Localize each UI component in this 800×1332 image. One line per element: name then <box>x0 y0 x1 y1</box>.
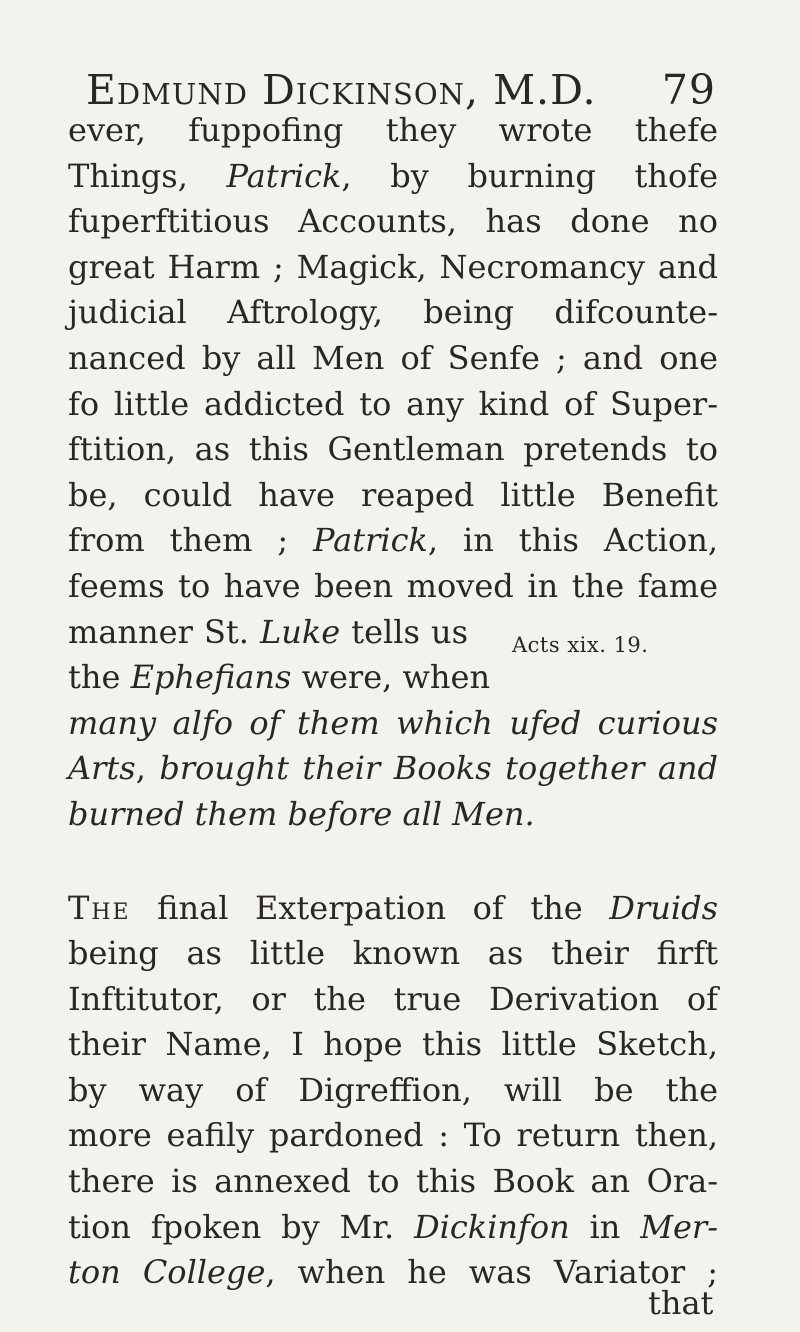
italic-name: Druids <box>609 888 718 927</box>
text-line: their Name, I hope this little Sketch, <box>68 1025 718 1064</box>
marginal-note: Acts xix. 19. <box>512 633 649 657</box>
running-title: Edmund Dickinson, M.D. <box>86 66 597 114</box>
text-line <box>68 1205 718 1251</box>
text-line: there is annexed to this Book an Ora- <box>68 1162 718 1201</box>
text-line: nanced by all Men of Senfe ; and one <box>68 338 718 377</box>
text-line <box>68 154 718 200</box>
running-header <box>86 66 716 114</box>
text-line <box>68 886 718 932</box>
page-number: 79 <box>661 66 716 114</box>
italic-name: Patrick <box>226 156 342 195</box>
text-run: , by burning thofe <box>341 156 719 195</box>
text-line: burned them before all Men. <box>68 794 535 833</box>
italic-text: brought their Books together and <box>159 749 719 788</box>
text-line: great Harm ; Magick, Necromancy and <box>68 247 718 286</box>
text-line: many alfo of them which ufed curious <box>68 703 718 742</box>
text-run: tells us <box>340 612 469 651</box>
text-line: ftition, as this Gentleman pretends to <box>68 430 718 469</box>
italic-name: Ephefians <box>130 658 292 697</box>
text-run: , when he was Variator ; <box>265 1253 718 1292</box>
italic-name: Mer- <box>640 1207 719 1246</box>
text-line <box>68 746 718 792</box>
italic-text: Arts <box>68 749 136 788</box>
small-caps-opening: The <box>68 888 131 927</box>
text-line: being as little known as their firft <box>68 934 718 973</box>
body-text <box>68 108 718 1296</box>
text-line: more eafily pardoned : To return then, <box>68 1116 718 1155</box>
text-run: manner St. <box>68 612 260 651</box>
text-line: fo little addicted to any kind of Super- <box>68 384 718 423</box>
catchword: that <box>648 1284 714 1322</box>
text-line: ever, fuppofing they wrote thefe <box>68 111 718 149</box>
text-run: final Exterpation of the <box>130 888 610 927</box>
text-line: by way of Digreffion, will be the <box>68 1070 718 1109</box>
italic-name: Dickinfon <box>413 1207 570 1246</box>
text-run: from them ; <box>68 521 314 560</box>
text-line: fuperftitious Accounts, has done no <box>68 202 718 241</box>
text-run: Things, <box>68 156 227 195</box>
text-run: were, when <box>291 658 491 697</box>
text-line <box>68 518 718 564</box>
text-line: Inftitutor, or the true Derivation of <box>68 979 718 1018</box>
italic-name: ton College <box>68 1253 266 1292</box>
text-line <box>68 610 468 656</box>
text-line <box>68 655 491 701</box>
text-run: , <box>135 749 160 788</box>
text-line <box>68 1250 718 1296</box>
text-line: judicial Aftrology, being difcounte- <box>68 293 718 332</box>
paragraph-gap <box>68 838 718 886</box>
text-run: the <box>68 658 131 697</box>
text-run: tion fpoken by Mr. <box>68 1207 414 1246</box>
text-line: be, could have reaped little Benefit <box>68 475 718 514</box>
text-run: in <box>569 1207 641 1246</box>
italic-name: Luke <box>259 612 341 651</box>
text-run: , in this Action, <box>427 521 718 560</box>
italic-name: Patrick <box>313 521 428 560</box>
text-line: feems to have been moved in the fame <box>68 566 718 605</box>
